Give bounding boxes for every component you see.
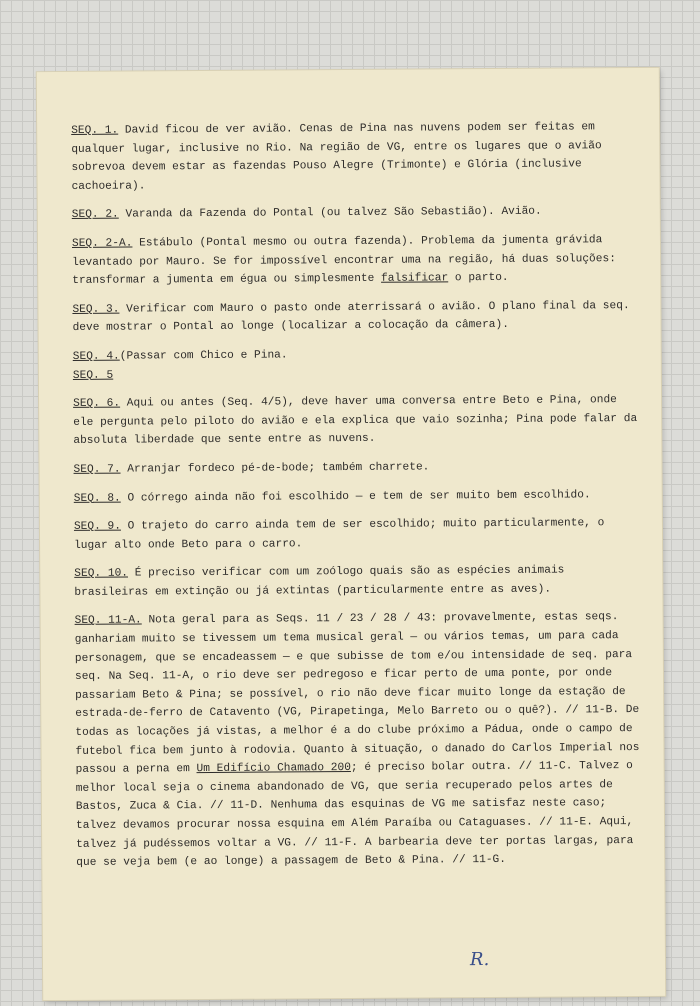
typed-page [37,68,665,1000]
seq-6 [73,391,643,451]
seq-10 [74,561,644,602]
seq-text: Estábulo (Pontal mesmo ou outra fazenda). Problema da jumenta grávida levantado por Mauro. Se for impossível encontrar uma na região, há duas soluções: transformar a jumenta em égua ou simplesmente [72,234,616,288]
seq-4-5 [73,344,643,385]
seq-text-end: o parto. [448,272,509,285]
seq-text: (Passar com Chico e Pina. [119,349,288,363]
seq-label: SEQ. 11-A. [74,614,142,628]
seq-text: Nota geral para as Seqs. 11 / 23 / 28 / 43: provavelmente, estas seqs. ganhariam muito se tivessem um tema musical geral — ou vários temas, um para cada personagem, que se encadeassem — e que subisse de tom e/ou intensidade de seq. para seq. Na Seq. 11-A, o rio deve ser pedregoso e ficar perto de uma ponte, por onde passariam Beto & Pina; se possível, o rio não deve ficar muito longe da estação de estrada-de-ferro de Catavento (VG, Pirapetinga, Melo Barreto ou o quê?). // 11-B. De todas as locações já vistas, a melhor é a do clube próximo a Pádua, onde o campo de futebol fica bem junto à rodovia. Quanto à situação, o danado do Carlos Imperial nos passou a perna em [74,611,640,777]
seq-label: SEQ. 1. [71,124,119,137]
seq-2a [72,231,642,291]
seq-1 [71,118,642,196]
seq-label: SEQ. 8. [73,492,121,505]
typed-text [71,118,646,883]
seq-label: SEQ. 9. [73,520,121,534]
seq-text: O trajeto do carro ainda tem de ser escolhido; muito particularmente, o lugar alto onde Beto para o carro. [74,517,605,552]
underlined-word: falsificar [381,272,449,285]
seq-label: SEQ. 6. [73,397,121,411]
seq-label: SEQ. 10. [74,567,129,581]
seq-label: SEQ. 2. [71,208,119,222]
seq-label: SEQ. 3. [72,303,120,316]
seq-text: O córrego ainda não foi escolhido — e tem de ser muito bem escolhido. [120,488,591,505]
seq-label: SEQ. 7. [73,463,121,476]
seq-text: Aqui ou antes (Seq. 4/5), deve haver uma conversa entre Beto e Pina, onde ele pergunta pelo piloto do avião e ela explica que vaio sozinha; Pina pode falar da absoluta liberdade que sente entre as nuvens. [73,394,638,448]
seq-text-end: ; é preciso bolar outra. // 11-C. Talvez o melhor local seja o cinema abandonado de VG, que seria recuperado pelos artes de Bastos, Zuca & Cia. // 11-D. Nenhuma das esquinas de VG me satisfaz neste caso; talvez devamos procurar nossa esquina em Além Paraíba ou Cataguases. // 11-E. Aqui, talvez já pudéssemos voltar a VG. // 11-F. A barbearia deve ter portas largas, para que se veja bem (e ao longe) a passagem de Beto & Pina. // 11-G. [75,760,634,870]
seq-9 [74,514,644,555]
seq-label-5: SEQ. 5 [72,369,114,382]
seq-text: Arranjar fordeco pé-de-bode; também charrete. [120,461,430,476]
seq-7 [73,457,643,480]
underlined-title: Um Edifício Chamado 200 [196,762,351,776]
seq-2 [72,202,642,225]
seq-text: Verificar com Mauro o pasto onde aterrissará o avião. O plano final da seq. deve mostrar o Pontal ao longe (localizar a colocação da câmera). [72,299,630,335]
handwritten-initial: R. [469,949,490,971]
seq-3 [72,297,642,338]
seq-11a [75,608,647,872]
seq-label: SEQ. 2-A. [71,237,133,250]
seq-text: É preciso verificar com um zoólogo quais são as espécies animais brasileiras em extinção ou já extintas (particularmente entre as aves). [74,564,565,599]
seq-8 [74,485,644,508]
seq-text: David ficou de ver avião. Cenas de Pina nas nuvens podem ser feitas em qualquer lugar, inclusive no Rio. Na região de VG, entre os lugares que o avião sobrevoa devem estar as fazendas Pouso Alegre (Trimonte) e Glória (inclusive cachoeira). [71,121,602,193]
seq-text: Varanda da Fazenda do Pontal (ou talvez São Sebastião). Avião. [118,206,542,221]
seq-label: SEQ. 4. [72,350,120,363]
